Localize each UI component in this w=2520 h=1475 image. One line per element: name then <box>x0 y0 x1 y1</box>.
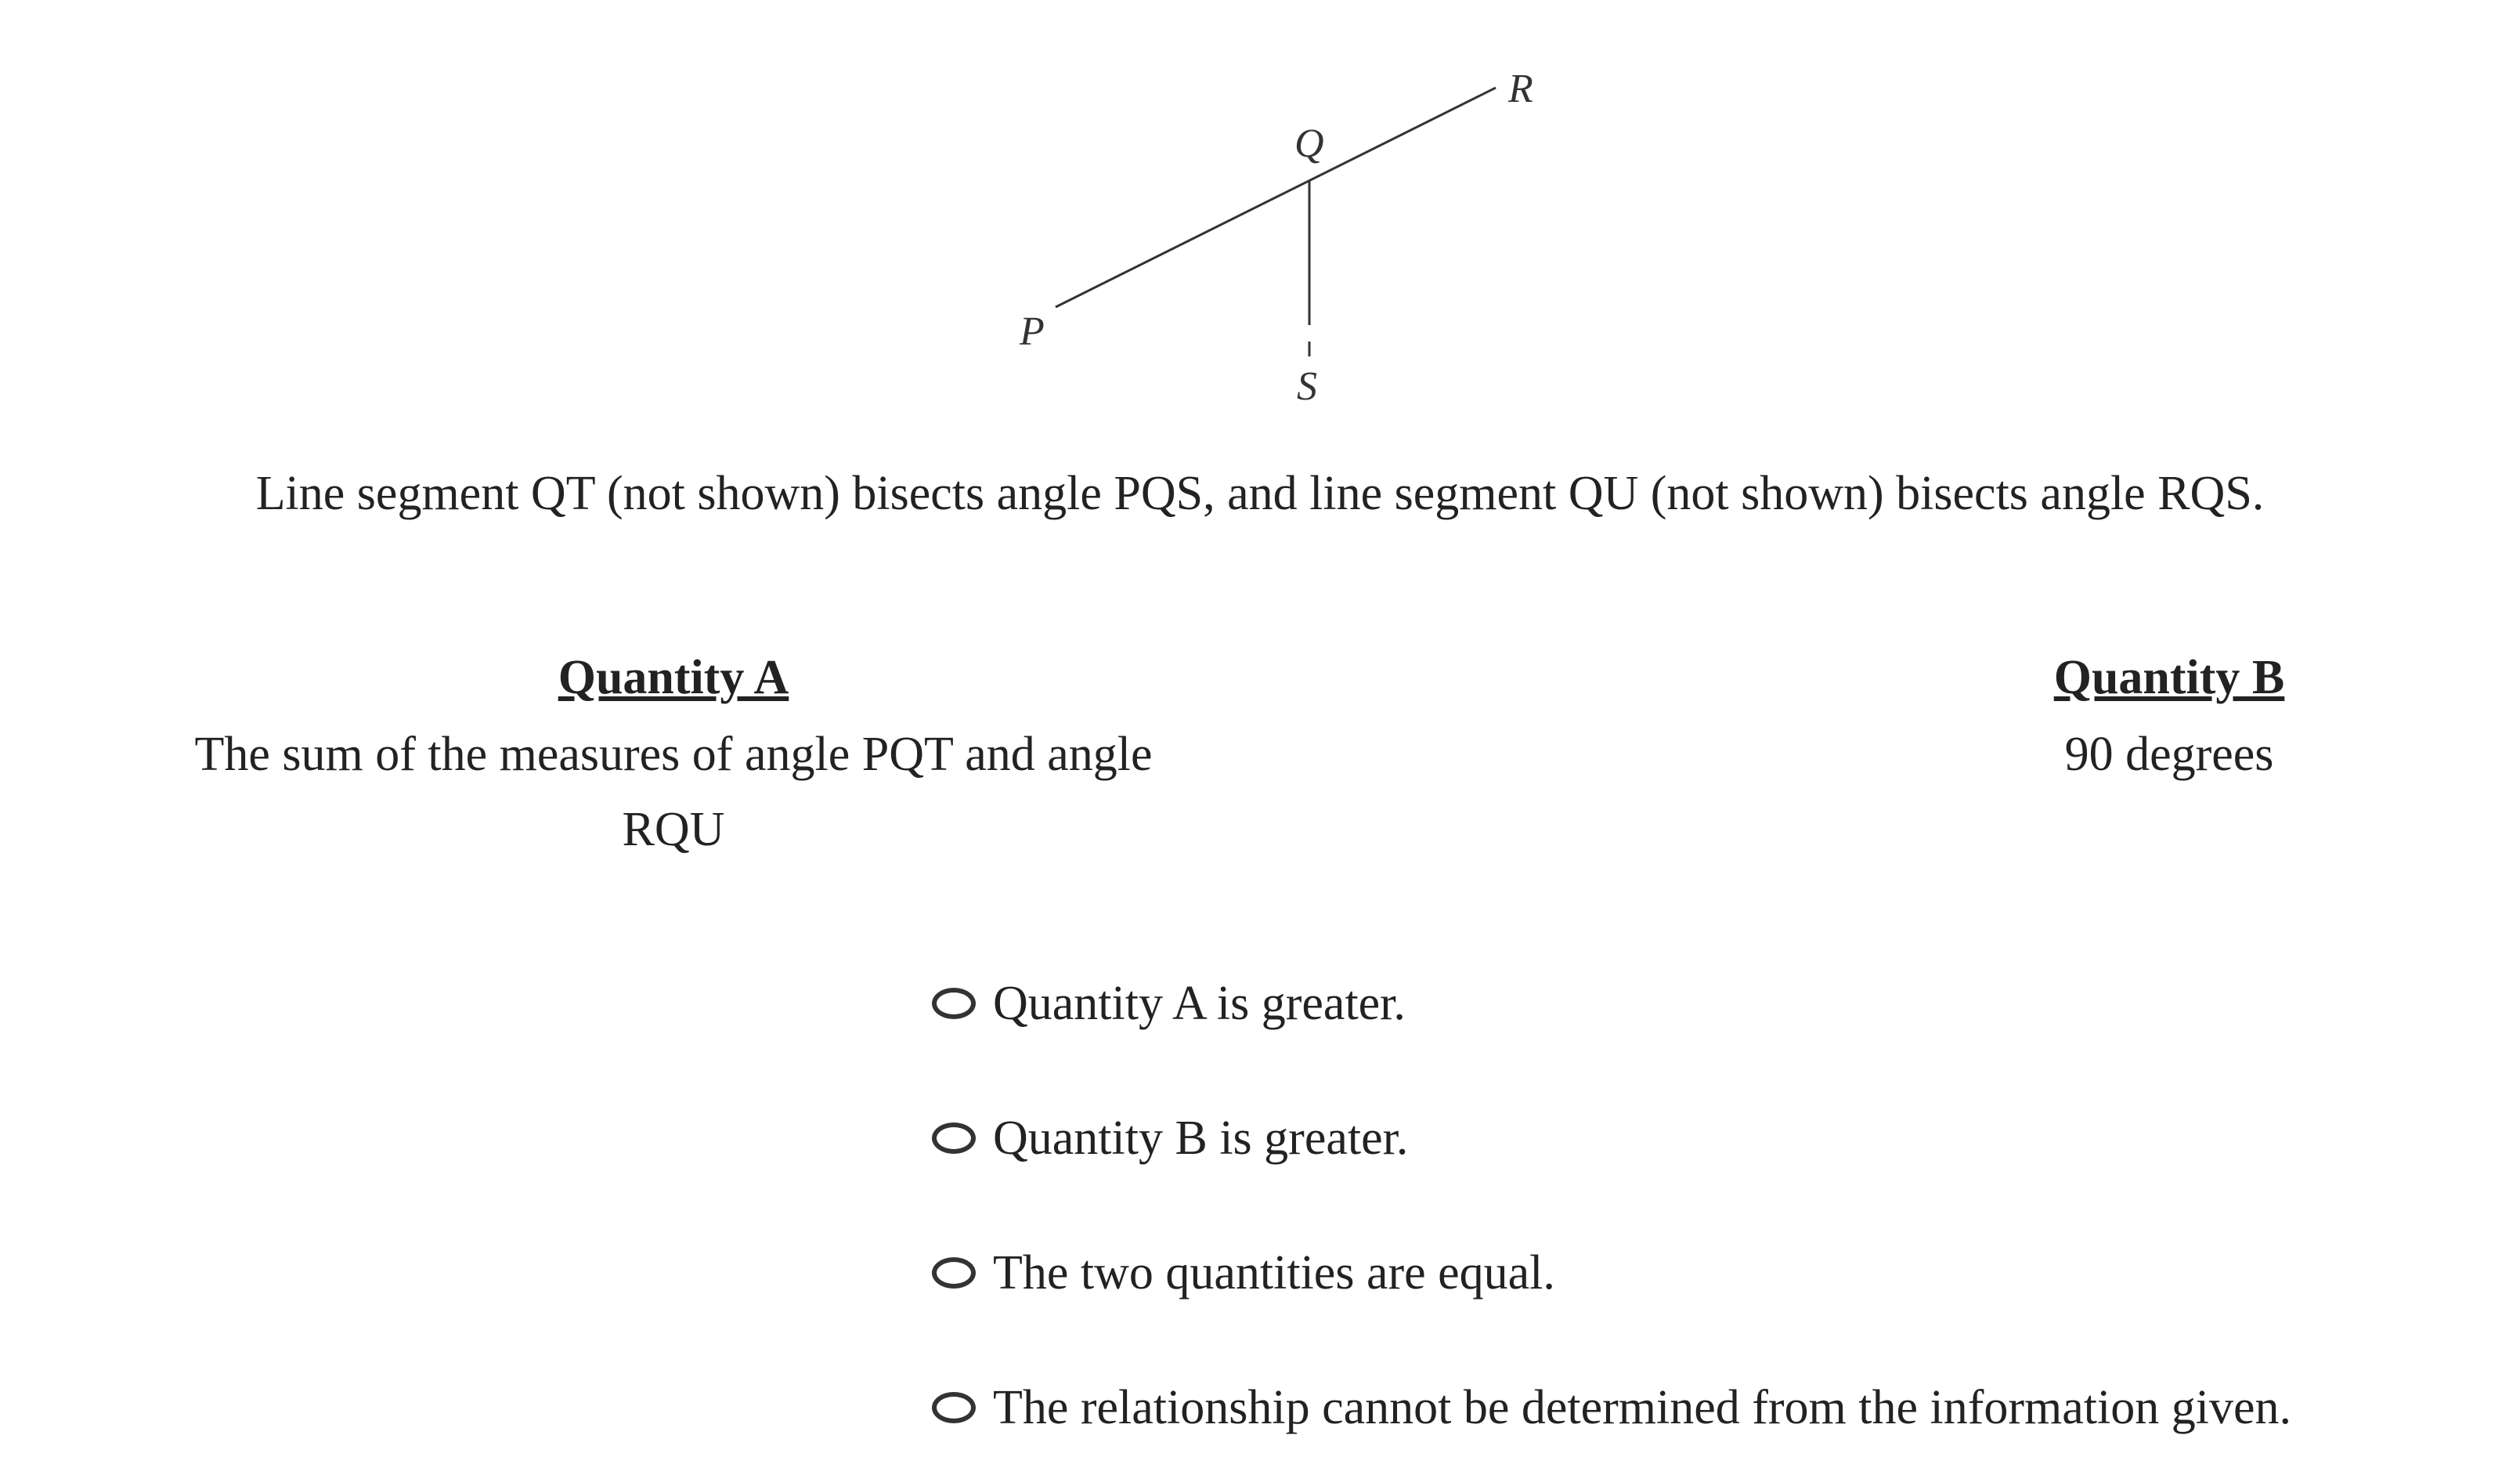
choice-cannot-determine[interactable] <box>932 1340 2291 1475</box>
geometry-figure <box>971 55 1551 423</box>
point-s-label: S <box>1297 364 1317 409</box>
quantity-b-text: 90 degrees <box>2064 728 2274 781</box>
quantity-b <box>1966 638 2373 792</box>
radio-button[interactable] <box>932 1257 976 1289</box>
choice-a-greater[interactable] <box>932 936 2291 1071</box>
radio-button[interactable] <box>932 1392 976 1423</box>
quantity-a-heading: Quantity A <box>558 651 789 704</box>
choice-label: The relationship cannot be determined from the information given. <box>993 1381 2291 1434</box>
quantity-a <box>164 638 1182 867</box>
question-stem: Line segment QT (not shown) bisects angle PQS, and line segment QU (not shown) bisects angle RQS. <box>255 467 2265 520</box>
choice-equal[interactable] <box>932 1206 2291 1340</box>
point-p-label: P <box>1020 309 1045 354</box>
answer-choices <box>932 936 2291 1475</box>
point-q-label: Q <box>1294 121 1324 166</box>
quantity-b-heading: Quantity B <box>2053 651 2285 704</box>
point-r-label: R <box>1508 67 1533 111</box>
radio-button[interactable] <box>932 1123 976 1154</box>
choice-b-greater[interactable] <box>932 1071 2291 1206</box>
line-pr <box>1056 88 1496 307</box>
choice-label: Quantity B is greater. <box>993 1112 1409 1165</box>
quantity-a-text: The sum of the measures of angle PQT and angle RQU <box>194 728 1153 856</box>
choice-label: Quantity A is greater. <box>993 977 1406 1030</box>
radio-button[interactable] <box>932 988 976 1019</box>
choice-label: The two quantities are equal. <box>993 1246 1555 1300</box>
